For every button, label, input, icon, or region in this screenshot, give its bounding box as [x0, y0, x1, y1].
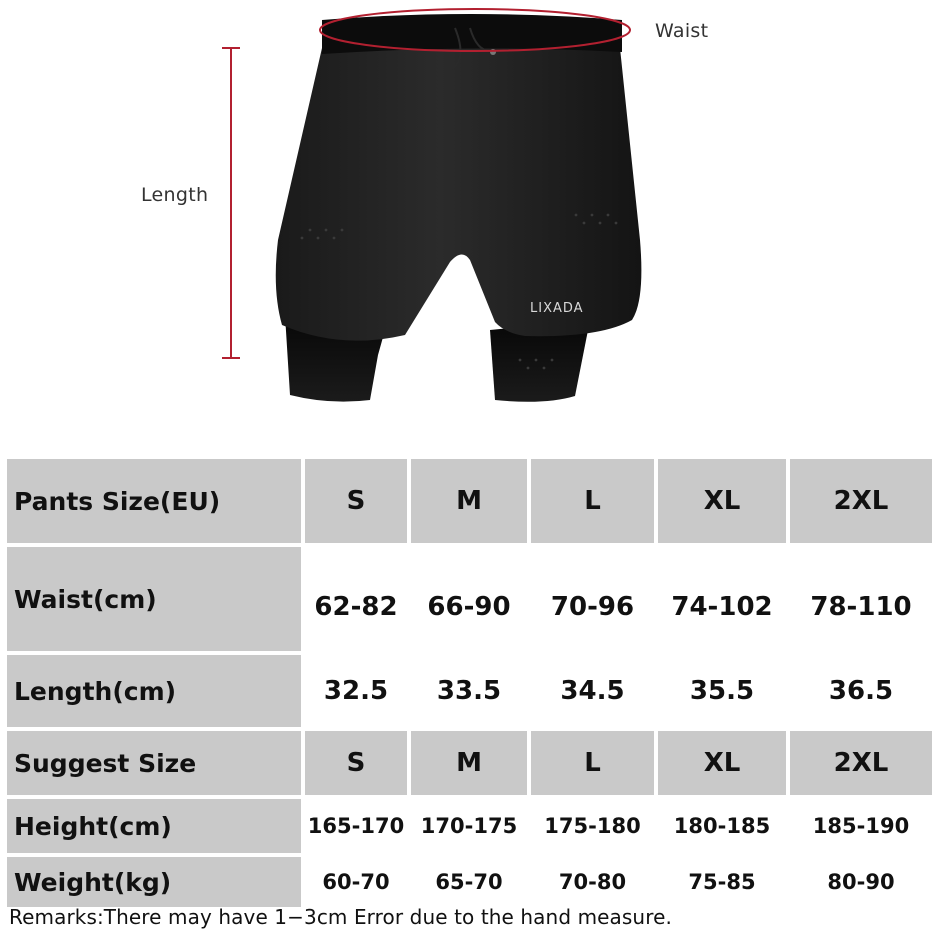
table-row: [7, 459, 932, 543]
table-cell: S: [305, 731, 407, 795]
row-header: Weight(kg): [7, 857, 301, 907]
remarks-text: Remarks:There may have 1−3cm Error due to the hand measure.: [9, 905, 672, 929]
row-header: Suggest Size: [7, 731, 301, 795]
table-cell: 180-185: [658, 799, 786, 853]
table-cell: S: [305, 459, 407, 543]
table-cell: L: [531, 459, 654, 543]
table-cell: 33.5: [411, 655, 527, 727]
row-header: Pants Size(EU): [7, 459, 301, 543]
table-cell: 2XL: [790, 459, 932, 543]
table-cell: 165-170: [305, 799, 407, 853]
length-marker: [222, 48, 240, 358]
table-cell: 78-110: [790, 547, 932, 651]
table-cell: 32.5: [305, 655, 407, 727]
table-cell: 66-90: [411, 547, 527, 651]
product-figure: [0, 0, 939, 440]
table-cell: 36.5: [790, 655, 932, 727]
table-row: [7, 799, 932, 853]
table-cell: 62-82: [305, 547, 407, 651]
table-row: [7, 655, 932, 727]
table-cell: XL: [658, 459, 786, 543]
table-row: [7, 547, 932, 651]
table-cell: 2XL: [790, 731, 932, 795]
table-cell: 185-190: [790, 799, 932, 853]
brand-logo: LIXADA: [530, 301, 584, 316]
size-chart-table: [3, 455, 936, 911]
table-row: [7, 731, 932, 795]
table-cell: 175-180: [531, 799, 654, 853]
table-cell: 80-90: [790, 857, 932, 907]
table-cell: 65-70: [411, 857, 527, 907]
table-cell: 75-85: [658, 857, 786, 907]
table-cell: M: [411, 731, 527, 795]
waist-label: Waist: [655, 20, 709, 42]
outer-shorts: [276, 17, 642, 341]
table-cell: L: [531, 731, 654, 795]
table-row: [7, 857, 932, 907]
table-cell: 74-102: [658, 547, 786, 651]
table-cell: XL: [658, 731, 786, 795]
table-cell: 60-70: [305, 857, 407, 907]
row-header: Waist(cm): [7, 547, 301, 651]
shorts-image: [0, 0, 939, 440]
table-cell: 34.5: [531, 655, 654, 727]
table-cell: 35.5: [658, 655, 786, 727]
table-cell: 70-96: [531, 547, 654, 651]
row-header: Height(cm): [7, 799, 301, 853]
length-label: Length: [141, 184, 209, 206]
row-header: Length(cm): [7, 655, 301, 727]
table-cell: 70-80: [531, 857, 654, 907]
table-cell: M: [411, 459, 527, 543]
table-cell: 170-175: [411, 799, 527, 853]
